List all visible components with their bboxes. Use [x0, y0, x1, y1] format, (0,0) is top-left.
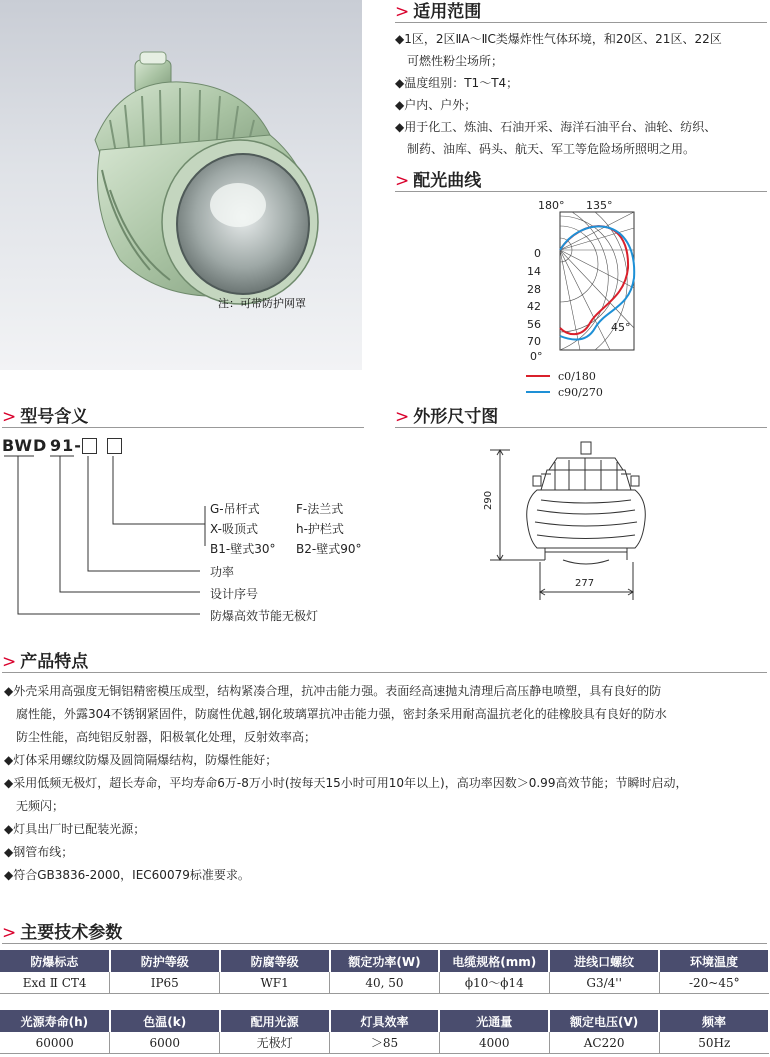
radial-label: 42 — [527, 300, 541, 313]
radial-label: 28 — [527, 283, 541, 296]
dimension-width-label: 277 — [575, 578, 595, 589]
spec-header: 光通量 — [439, 1010, 549, 1032]
light-curve-divider — [395, 191, 767, 192]
feature-item-cont: 防尘性能，高纯铝反射器，阳极氧化处理，反射效率高； — [16, 730, 317, 744]
feature-item: ◆钢管布线； — [4, 845, 74, 859]
scope-item: ◆1区，2区ⅡA～ⅡC类爆炸性气体环境，和20区、21区、22区 — [395, 32, 722, 46]
table-row — [0, 972, 769, 994]
model-divider — [2, 427, 364, 428]
scope-item-cont: 制药、油库、码头、航天、军工等危险场所照明之用。 — [407, 142, 696, 156]
legend-label-c90: c90/270 — [558, 386, 603, 399]
photo-note: 注：可带防护网罩 — [218, 297, 306, 310]
dimension-drawing — [485, 440, 675, 605]
section-arrow-icon: > — [2, 652, 17, 672]
scope-heading: > 适用范围 — [395, 2, 482, 22]
spec-header: 光源寿命(h) — [0, 1010, 110, 1032]
radial-label: 70 — [527, 335, 541, 348]
model-code-box-1 — [82, 438, 97, 454]
spec-header: 频率 — [659, 1010, 769, 1032]
spec-value: 无极灯 — [220, 1032, 330, 1054]
spec-value: 4000 — [439, 1032, 549, 1054]
spec-value: 6000 — [110, 1032, 220, 1054]
model-option-g: G-吊杆式 — [210, 502, 260, 516]
feature-item-cont: 无频闪； — [16, 799, 65, 813]
spec-header: 电缆规格(mm) — [439, 950, 549, 972]
spec-header: 色温(k) — [110, 1010, 220, 1032]
section-arrow-icon: > — [2, 923, 17, 943]
spec-header: 防爆标志 — [0, 950, 110, 972]
legend-label-c0: c0/180 — [558, 370, 596, 383]
radial-label: 14 — [527, 265, 541, 278]
feature-item: ◆符合GB3836-2000，IEC60079标准要求。 — [4, 868, 250, 882]
section-arrow-icon: > — [2, 407, 17, 427]
feature-item: ◆采用低频无极灯，超长寿命，平均寿命6万-8万小时(按每天15小时可用10年以上)，高功率因数＞0.99高效节能；节瞬时启动， — [4, 776, 688, 790]
spec-value: -20~45° — [659, 972, 769, 994]
scope-item: ◆户内、户外； — [395, 98, 477, 112]
model-code-box-2 — [107, 438, 122, 454]
model-option-b1: B1-壁式30° — [210, 542, 276, 556]
spec-table-2 — [0, 1010, 770, 1054]
scope-item: ◆用于化工、炼油、石油开采、海洋石油平台、油轮、纺织、 — [395, 120, 717, 134]
angle-label-180: 180° — [538, 199, 565, 212]
scope-item: ◆温度组别：T1～T4； — [395, 76, 519, 90]
feature-item: ◆外壳采用高强度无铜铝精密模压成型，结构紧凑合理，抗冲击能力强。表面经高速抛丸清理后高压静电喷塑，具有良好的防 — [4, 684, 662, 698]
spec-value: IP65 — [110, 972, 220, 994]
spec-header: 灯具效率 — [330, 1010, 440, 1032]
model-label-design-no: 设计序号 — [210, 587, 259, 601]
features-heading: > 产品特点 — [2, 652, 89, 672]
polar-light-distribution-chart — [520, 198, 650, 408]
model-option-h: h-护栏式 — [296, 522, 344, 536]
model-option-b2: B2-壁式90° — [296, 542, 362, 556]
spec-header: 进线口螺纹 — [549, 950, 659, 972]
scope-item-cont: 可燃性粉尘场所； — [407, 54, 504, 68]
specs-heading: > 主要技术参数 — [2, 923, 123, 943]
spec-value: 40, 50 — [330, 972, 440, 994]
dimensions-divider — [395, 427, 767, 428]
model-code-prefix: BWD — [2, 436, 48, 455]
radial-label: 0 — [534, 247, 541, 260]
model-label-power: 功率 — [210, 565, 235, 579]
section-arrow-icon: > — [395, 171, 410, 191]
features-list — [4, 680, 766, 887]
model-bracket-lines — [0, 454, 210, 624]
scope-divider — [395, 22, 767, 23]
model-heading: > 型号含义 — [2, 407, 89, 427]
spec-value: ＞85 — [330, 1032, 440, 1054]
spec-value: ϕ10～ϕ14 — [439, 972, 549, 994]
spec-value: WF1 — [220, 972, 330, 994]
spec-value: AC220 — [549, 1032, 659, 1054]
angle-label-135: 135° — [586, 199, 613, 212]
model-option-x: X-吸顶式 — [210, 522, 258, 536]
dimension-height-label: 290 — [483, 490, 494, 510]
spec-table-header-row — [0, 950, 769, 972]
features-divider — [2, 672, 767, 673]
section-arrow-icon: > — [395, 2, 410, 22]
spec-value: Exd Ⅱ CT4 — [0, 972, 110, 994]
product-photo — [0, 0, 362, 370]
spec-header: 防护等级 — [110, 950, 220, 972]
spec-header: 防腐等级 — [220, 950, 330, 972]
angle-label-0: 0° — [530, 350, 543, 363]
angle-label-45: 45° — [611, 321, 631, 334]
light-curve-heading: > 配光曲线 — [395, 171, 482, 191]
model-option-f: F-法兰式 — [296, 502, 344, 516]
spec-header: 额定功率(W) — [330, 950, 440, 972]
spec-value: G3/4'' — [549, 972, 659, 994]
scope-list — [395, 28, 770, 160]
spec-value: 50Hz — [659, 1032, 769, 1054]
radial-label: 56 — [527, 318, 541, 331]
feature-item-cont: 腐性能，外露304不锈钢紧固件，防腐性优越,钢化玻璃罩抗冲击能力强，密封条采用耐高温抗老化的硅橡胶具有良好的防水 — [16, 707, 667, 721]
dimensions-heading: > 外形尺寸图 — [395, 407, 499, 427]
spec-header: 配用光源 — [220, 1010, 330, 1032]
feature-item: ◆灯体采用螺纹防爆及圆筒隔爆结构，防爆性能好； — [4, 753, 278, 767]
model-label-product: 防爆高效节能无极灯 — [210, 609, 319, 623]
section-arrow-icon: > — [395, 407, 410, 427]
spec-table-header-row — [0, 1010, 769, 1032]
spec-value: 60000 — [0, 1032, 110, 1054]
feature-item: ◆灯具出厂时已配装光源； — [4, 822, 146, 836]
table-row — [0, 1032, 769, 1054]
model-code-series: 91- — [50, 436, 82, 455]
spec-header: 环境温度 — [659, 950, 769, 972]
specs-divider — [2, 943, 767, 944]
explosion-proof-lamp-illustration — [0, 0, 362, 370]
spec-header: 额定电压(V) — [549, 1010, 659, 1032]
spec-table-1 — [0, 950, 770, 994]
